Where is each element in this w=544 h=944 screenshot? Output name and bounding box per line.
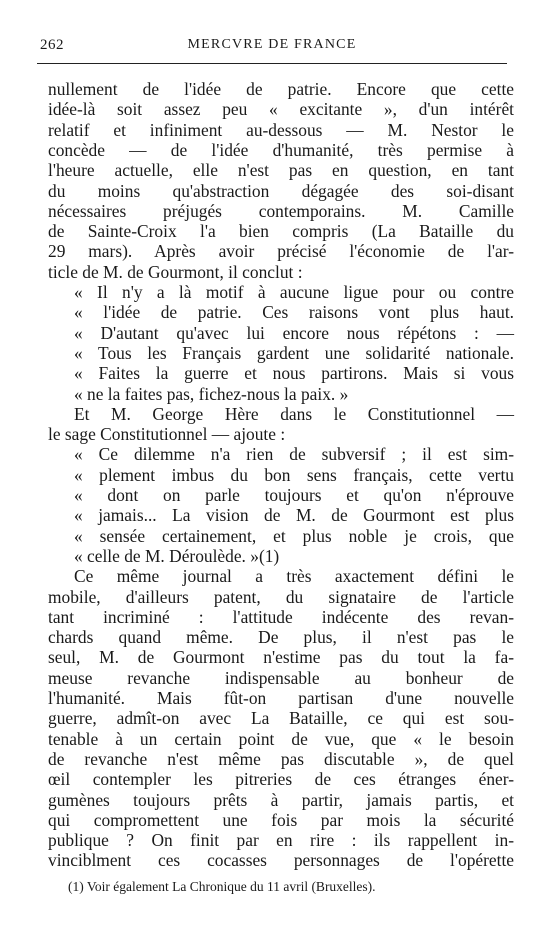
- header-rule: [37, 63, 507, 64]
- text-line: « dont on parle toujours et qu'on n'éprouve: [74, 485, 514, 505]
- text-line: 29 mars). Après avoir précisé l'économie de l'ar-: [48, 241, 514, 262]
- text-line: l'humanité. Mais fût-on partisan d'une nouvelle: [48, 688, 514, 708]
- text-line: « Tous les Français gardent une solidarité nationale.: [74, 342, 514, 363]
- text-line: Et M. George Hère dans le Constitutionnel —: [74, 403, 514, 424]
- text-line: du moins qu'abstraction dégagée des soi-disant: [48, 180, 514, 201]
- text-line: gumènes toujours prêts à partir, jamais partis, et: [48, 789, 514, 810]
- text-line: « sensée certainement, et plus noble je crois, que: [74, 525, 514, 546]
- text-line: « celle de M. Déroulède. »(1): [74, 545, 280, 566]
- text-line: tant incriminé : l'attitude indécente des revan-: [48, 606, 514, 627]
- text-line: nullement de l'idée de patrie. Encore que cette: [48, 79, 514, 99]
- text-line: « ne la faites pas, fichez-nous la paix. »: [74, 383, 349, 404]
- running-head: MERCVRE DE FRANCE: [187, 37, 357, 52]
- text-line: « jamais... La vision de M. de Gourmont est plus: [74, 505, 514, 526]
- text-line: « D'autant qu'avec lui encore nous répétons : —: [74, 322, 514, 343]
- text-line: publique ? On finit par en rire : ils rappellent in-: [48, 830, 514, 851]
- text-line: le sage Constitutionnel — ajoute :: [48, 424, 286, 445]
- text-line: chards quand même. De plus, il n'est pas le: [48, 627, 514, 648]
- text-line: « Faites la guerre et nous partirons. Mais si vous: [74, 363, 514, 384]
- text-line: ticle de M. de Gourmont, il conclut :: [48, 261, 303, 282]
- text-line: nécessaires préjugés contemporains. M. Camille: [48, 200, 514, 221]
- text-line: guerre, admît-on avec La Bataille, ce qui est sou-: [48, 708, 514, 729]
- text-line: Ce même journal a très axactement défini le: [74, 566, 514, 587]
- text-line: « l'idée de patrie. Ces raisons vont plus haut.: [74, 302, 514, 323]
- text-line: « Ce dilemme n'a rien de subversif ; il est sim-: [74, 444, 514, 465]
- text-line: tenable à un certain point de vue, que « le besoin: [48, 728, 514, 749]
- text-line: de revanche n'est même pas discutable », de quel: [48, 748, 514, 769]
- text-line: mobile, d'ailleurs patent, du signataire de l'article: [48, 586, 514, 607]
- page-number: 262: [40, 37, 64, 53]
- text-line: concède — de l'idée d'humanité, très permise à: [48, 139, 514, 160]
- text-line: de Sainte-Croix l'a bien compris (La Bataille du: [48, 221, 514, 242]
- text-line: vinciblment ces cocasses personnages de l'opérette: [48, 850, 514, 871]
- text-line: œil contempler les pitreries de ces étranges éner-: [48, 769, 514, 790]
- text-line: idée-là soit assez peu « excitante », d'un intérêt: [48, 99, 514, 120]
- text-line: l'heure actuelle, elle n'est pas en question, en tant: [48, 160, 514, 181]
- text-line: relatif et infiniment au-dessous — M. Nestor le: [48, 119, 514, 140]
- text-line: « plement imbus du bon sens français, cette vertu: [74, 464, 514, 485]
- footnote: (1) Voir également La Chronique du 11 avril (Bruxelles).: [68, 879, 376, 894]
- text-line: « Il n'y a là motif à aucune ligue pour ou contre: [74, 282, 514, 302]
- text-line: seul, M. de Gourmont n'estime pas du tout la fa-: [48, 647, 514, 668]
- text-line: meuse revanche indispensable au bonheur de: [48, 667, 514, 688]
- text-line: qui compromettent une fois par mois la sécurité: [48, 809, 514, 830]
